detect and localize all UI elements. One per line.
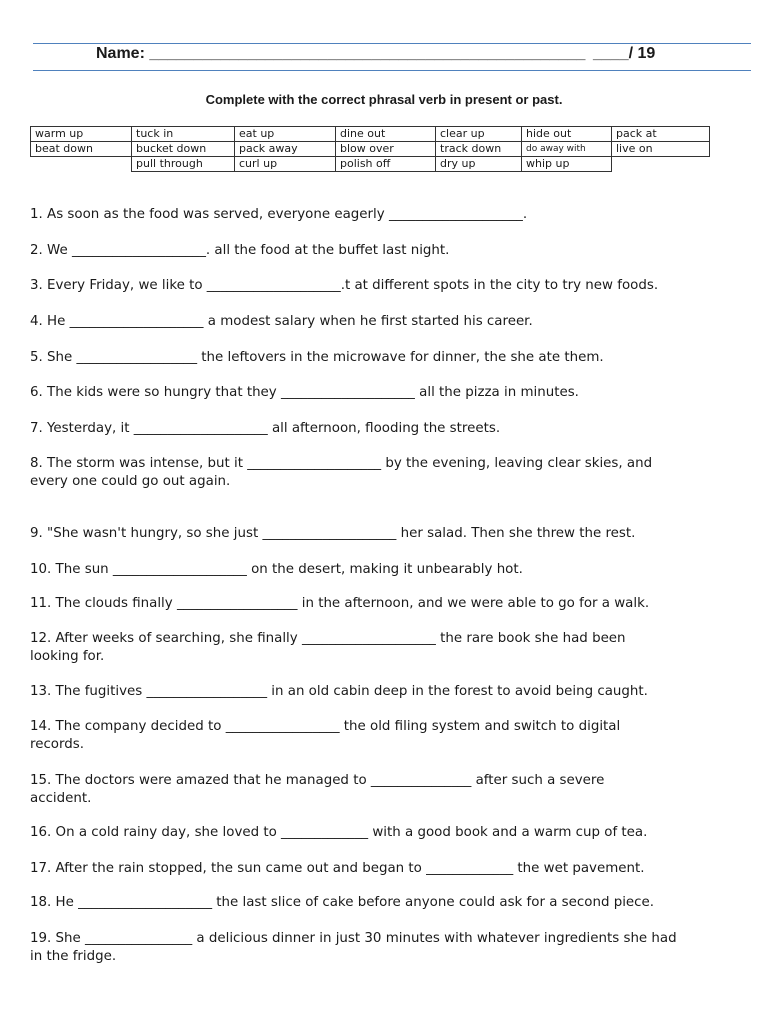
word-cell: pack away (235, 142, 336, 157)
exercise-line[interactable]: 17. After the rain stopped, the sun came out and began to _____________ the wet pavement. (30, 861, 645, 876)
word-cell: whip up (522, 157, 612, 172)
word-cell: track down (436, 142, 522, 157)
word-cell: live on (612, 142, 710, 157)
word-cell: do away with (522, 142, 612, 157)
exercise-11 (30, 595, 750, 613)
exercise-line[interactable]: 15. The doctors were amazed that he managed to _______________ after such a severe (30, 773, 605, 788)
exercise-6 (30, 384, 750, 402)
word-bank-row (31, 127, 710, 142)
exercise-line[interactable]: 16. On a cold rainy day, she loved to _____________ with a good book and a warm cup of tea. (30, 825, 648, 840)
exercise-line[interactable]: 19. She ________________ a delicious dinner in just 30 minutes with whatever ingredients she had (30, 931, 677, 946)
word-bank (30, 126, 710, 172)
exercise-line: in the fridge. (30, 949, 117, 964)
exercise-line[interactable]: 10. The sun ____________________ on the desert, making it unbearably hot. (30, 562, 523, 577)
exercise-line[interactable]: 6. The kids were so hungry that they ____________________ all the pizza in minutes. (30, 385, 579, 400)
exercise-line[interactable]: 4. He ____________________ a modest salary when he first started his career. (30, 314, 533, 329)
exercise-line[interactable]: 7. Yesterday, it ____________________ all afternoon, flooding the streets. (30, 421, 501, 436)
exercise-18 (30, 894, 750, 912)
instructions: Complete with the correct phrasal verb in present or past. (205, 92, 563, 107)
exercise-10 (30, 561, 750, 579)
exercise-2 (30, 242, 750, 260)
exercise-13 (30, 683, 750, 701)
word-cell: bucket down (132, 142, 235, 157)
exercise-line: every one could go out again. (30, 474, 231, 489)
exercise-line[interactable]: 8. The storm was intense, but it ____________________ by the evening, leaving clear skies, and (30, 456, 653, 471)
exercise-line: accident. (30, 791, 92, 806)
exercise-1 (30, 206, 750, 224)
exercise-line[interactable]: 5. She __________________ the leftovers in the microwave for dinner, the she ate them. (30, 350, 604, 365)
word-cell: dry up (436, 157, 522, 172)
score-field[interactable]: ____/ 19 (593, 45, 656, 62)
exercise-7 (30, 420, 750, 438)
exercise-16 (30, 824, 750, 842)
word-bank-row (31, 142, 710, 157)
word-cell: blow over (336, 142, 436, 157)
word-cell: clear up (436, 127, 522, 142)
exercise-14 (30, 718, 750, 754)
word-cell: dine out (336, 127, 436, 142)
word-cell: tuck in (132, 127, 235, 142)
exercise-15 (30, 772, 750, 808)
exercise-19 (30, 930, 750, 966)
exercise-line[interactable]: 13. The fugitives __________________ in an old cabin deep in the forest to avoid being caught. (30, 684, 648, 699)
exercise-3 (30, 277, 750, 295)
word-cell: warm up (31, 127, 132, 142)
exercise-line[interactable]: 14. The company decided to _________________ the old filing system and switch to digital (30, 719, 621, 734)
exercise-5 (30, 349, 750, 367)
header-top-rule (33, 43, 751, 44)
exercise-4 (30, 313, 750, 331)
word-cell: curl up (235, 157, 336, 172)
word-cell: eat up (235, 127, 336, 142)
name-row (96, 45, 696, 63)
exercise-line[interactable]: 9. "She wasn't hungry, so she just ____________________ her salad. Then she threw the rest. (30, 526, 636, 541)
exercise-line[interactable]: 3. Every Friday, we like to ____________________.t at different spots in the city to try new foods. (30, 278, 659, 293)
name-label[interactable]: Name: _________________________________________________ (96, 45, 586, 62)
exercise-8 (30, 455, 750, 491)
word-cell: polish off (336, 157, 436, 172)
word-cell-empty (31, 157, 132, 172)
exercise-line: records. (30, 737, 85, 752)
word-bank-row (31, 157, 710, 172)
exercise-line[interactable]: 2. We ____________________. all the food at the buffet last night. (30, 243, 450, 258)
word-cell-empty (612, 157, 710, 172)
word-cell: beat down (31, 142, 132, 157)
exercise-line[interactable]: 11. The clouds finally __________________ in the afternoon, and we were able to go for a walk. (30, 596, 650, 611)
exercise-line: looking for. (30, 649, 105, 664)
header-bottom-rule (33, 70, 751, 71)
exercise-17 (30, 860, 750, 878)
exercise-line[interactable]: 18. He ____________________ the last slice of cake before anyone could ask for a second piece. (30, 895, 655, 910)
word-cell: hide out (522, 127, 612, 142)
exercise-line[interactable]: 1. As soon as the food was served, everyone eagerly ____________________. (30, 207, 528, 222)
exercise-12 (30, 630, 750, 666)
exercise-9 (30, 525, 750, 543)
word-cell: pull through (132, 157, 235, 172)
exercise-line[interactable]: 12. After weeks of searching, she finally ____________________ the rare book she had been (30, 631, 626, 646)
word-cell: pack at (612, 127, 710, 142)
